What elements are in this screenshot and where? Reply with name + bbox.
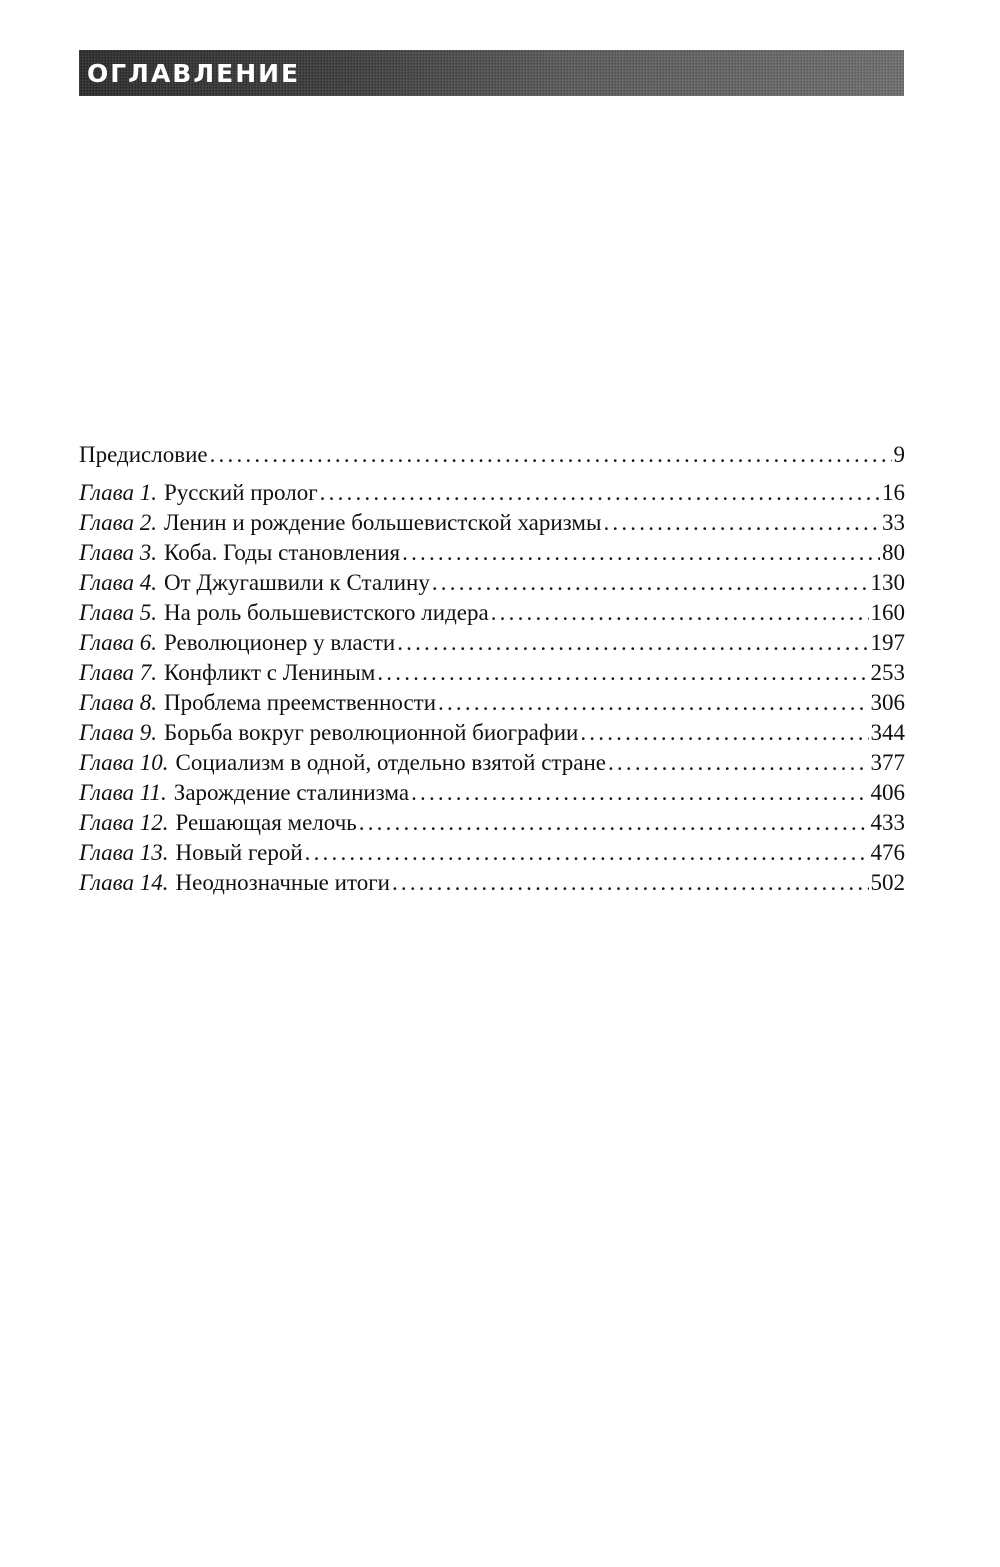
dot-leader — [359, 808, 869, 838]
toc-entry-chapter-7[interactable] — [79, 658, 905, 688]
toc-page-number: 306 — [870, 690, 905, 715]
toc-entry-title: Ленин и рождение большевистской харизмы — [164, 510, 602, 535]
toc-page-number: 160 — [870, 600, 905, 625]
toc-entry-chapter-2[interactable] — [79, 508, 905, 538]
chapter-label: Глава 13. — [79, 840, 169, 865]
toc-entry-chapter-6[interactable] — [79, 628, 905, 658]
toc-entry-title: Проблема преемственности — [164, 690, 437, 715]
toc-entry-chapter-14[interactable] — [79, 868, 905, 898]
chapter-label: Глава 6. — [79, 630, 157, 655]
chapter-label: Глава 5. — [79, 600, 157, 625]
header-bar — [79, 50, 904, 96]
toc-entry-chapter-1[interactable] — [79, 478, 905, 508]
chapter-label: Глава 1. — [79, 480, 157, 505]
page-title: ОГЛАВЛЕНИЕ — [87, 59, 301, 88]
toc-page-number: 9 — [893, 442, 905, 467]
toc-entry-title: Зарождение сталинизма — [173, 780, 410, 805]
toc-page-number: 33 — [882, 510, 905, 535]
chapter-label: Глава 2. — [79, 510, 157, 535]
dot-leader — [432, 568, 869, 598]
toc-page-number: 16 — [882, 480, 905, 505]
toc-page-number: 344 — [870, 720, 905, 745]
dot-leader — [411, 778, 868, 808]
chapter-label: Глава 10. — [79, 750, 169, 775]
toc-page-number: 406 — [870, 780, 905, 805]
toc-entry-title: Предисловие — [79, 442, 208, 467]
chapter-label: Глава 14. — [79, 870, 169, 895]
toc-entry-chapter-12[interactable] — [79, 808, 905, 838]
dot-leader — [210, 440, 892, 470]
dot-leader — [402, 538, 880, 568]
toc-entry-title: Борьба вокруг революционной биографии — [164, 720, 579, 745]
chapter-label: Глава 12. — [79, 810, 169, 835]
toc-entry-chapter-9[interactable] — [79, 718, 905, 748]
dot-leader — [305, 838, 869, 868]
toc-entry-title: Русский пролог — [164, 480, 318, 505]
chapter-label: Глава 8. — [79, 690, 157, 715]
table-of-contents — [79, 440, 905, 898]
toc-entry-title: Решающая мелочь — [175, 810, 357, 835]
dot-leader — [603, 508, 880, 538]
toc-entry-chapter-8[interactable] — [79, 688, 905, 718]
chapter-label: Глава 3. — [79, 540, 157, 565]
dot-leader — [491, 598, 869, 628]
dot-leader — [320, 478, 880, 508]
dot-leader — [392, 868, 869, 898]
toc-entry-title: На роль большевистского лидера — [164, 600, 489, 625]
toc-page-number: 80 — [882, 540, 905, 565]
toc-entry-chapter-3[interactable] — [79, 538, 905, 568]
dot-leader — [438, 688, 868, 718]
toc-entry-title: Конфликт с Лениным — [164, 660, 376, 685]
dot-leader — [397, 628, 868, 658]
toc-page-number: 253 — [870, 660, 905, 685]
chapter-label: Глава 7. — [79, 660, 157, 685]
toc-entry-chapter-10[interactable] — [79, 748, 905, 778]
toc-entry-preface[interactable] — [79, 440, 905, 470]
chapter-label: Глава 11. — [79, 780, 167, 805]
dot-leader — [377, 658, 868, 688]
toc-page-number: 502 — [870, 870, 905, 895]
toc-page-number: 130 — [870, 570, 905, 595]
toc-entry-title: Новый герой — [175, 840, 303, 865]
dot-leader — [608, 748, 869, 778]
toc-entry-chapter-11[interactable] — [79, 778, 905, 808]
toc-entry-title: Неоднозначные итоги — [175, 870, 390, 895]
chapter-label: Глава 4. — [79, 570, 157, 595]
toc-page-number: 197 — [870, 630, 905, 655]
toc-entry-title: Революционер у власти — [164, 630, 396, 655]
toc-entry-chapter-5[interactable] — [79, 598, 905, 628]
toc-page-number: 433 — [870, 810, 905, 835]
toc-entry-title: Социализм в одной, отдельно взятой стране — [175, 750, 606, 775]
toc-entry-chapter-13[interactable] — [79, 838, 905, 868]
toc-entry-title: Коба. Годы становления — [164, 540, 401, 565]
toc-entry-title: От Джугашвили к Сталину — [164, 570, 430, 595]
toc-page-number: 476 — [870, 840, 905, 865]
dot-leader — [580, 718, 868, 748]
toc-entry-chapter-4[interactable] — [79, 568, 905, 598]
chapter-label: Глава 9. — [79, 720, 157, 745]
toc-page-number: 377 — [870, 750, 905, 775]
